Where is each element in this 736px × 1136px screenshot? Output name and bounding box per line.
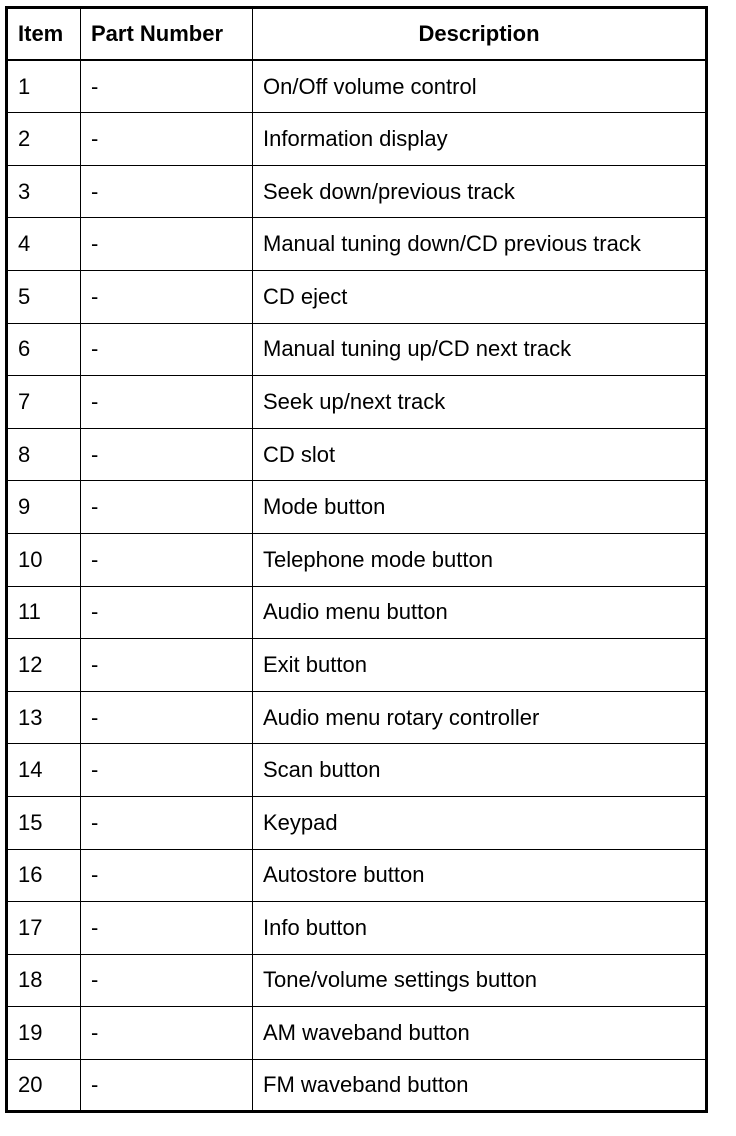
cell-item: 9: [7, 481, 81, 534]
table-row: [7, 533, 707, 586]
cell-description: Keypad: [253, 796, 707, 849]
cell-item: 4: [7, 218, 81, 271]
table-row: [7, 113, 707, 166]
cell-part-number: -: [81, 481, 253, 534]
cell-description: CD slot: [253, 428, 707, 481]
cell-item: 5: [7, 270, 81, 323]
cell-description: Info button: [253, 902, 707, 955]
cell-description: Information display: [253, 113, 707, 166]
cell-item: 2: [7, 113, 81, 166]
cell-part-number: -: [81, 954, 253, 1007]
table-header: [7, 8, 707, 61]
cell-part-number: -: [81, 902, 253, 955]
header-row: [7, 8, 707, 61]
cell-description: Audio menu button: [253, 586, 707, 639]
cell-item: 15: [7, 796, 81, 849]
header-part-number: Part Number: [81, 8, 253, 61]
cell-item: 16: [7, 849, 81, 902]
cell-item: 3: [7, 165, 81, 218]
cell-item: 14: [7, 744, 81, 797]
cell-item: 18: [7, 954, 81, 1007]
table-row: [7, 586, 707, 639]
cell-part-number: -: [81, 60, 253, 113]
cell-part-number: -: [81, 849, 253, 902]
cell-part-number: -: [81, 218, 253, 271]
cell-description: Seek up/next track: [253, 376, 707, 429]
table-row: [7, 218, 707, 271]
cell-part-number: -: [81, 165, 253, 218]
cell-part-number: -: [81, 323, 253, 376]
cell-item: 8: [7, 428, 81, 481]
cell-item: 7: [7, 376, 81, 429]
table-row: [7, 60, 707, 113]
cell-part-number: -: [81, 533, 253, 586]
table-row: [7, 270, 707, 323]
cell-description: Exit button: [253, 639, 707, 692]
cell-item: 12: [7, 639, 81, 692]
cell-part-number: -: [81, 796, 253, 849]
cell-item: 13: [7, 691, 81, 744]
cell-part-number: -: [81, 376, 253, 429]
cell-item: 17: [7, 902, 81, 955]
cell-description: Scan button: [253, 744, 707, 797]
table-row: [7, 954, 707, 1007]
table-row: [7, 376, 707, 429]
table-row: [7, 744, 707, 797]
cell-part-number: -: [81, 428, 253, 481]
header-description: Description: [253, 8, 707, 61]
table-row: [7, 902, 707, 955]
cell-description: Autostore button: [253, 849, 707, 902]
cell-item: 19: [7, 1007, 81, 1060]
cell-part-number: -: [81, 270, 253, 323]
cell-part-number: -: [81, 691, 253, 744]
table-row: [7, 165, 707, 218]
cell-part-number: -: [81, 1059, 253, 1112]
cell-description: Mode button: [253, 481, 707, 534]
table-row: [7, 639, 707, 692]
table-row: [7, 1007, 707, 1060]
table-row: [7, 691, 707, 744]
cell-part-number: -: [81, 744, 253, 797]
cell-description: AM waveband button: [253, 1007, 707, 1060]
cell-item: 1: [7, 60, 81, 113]
cell-part-number: -: [81, 113, 253, 166]
header-item: Item: [7, 8, 81, 61]
table-row: [7, 481, 707, 534]
cell-item: 6: [7, 323, 81, 376]
table-row: [7, 323, 707, 376]
table-body: [7, 60, 707, 1112]
table-row: [7, 796, 707, 849]
parts-table: [5, 6, 708, 1113]
table-row: [7, 849, 707, 902]
cell-item: 10: [7, 533, 81, 586]
cell-description: On/Off volume control: [253, 60, 707, 113]
cell-description: FM waveband button: [253, 1059, 707, 1112]
cell-description: Telephone mode button: [253, 533, 707, 586]
cell-part-number: -: [81, 639, 253, 692]
cell-description: Manual tuning up/CD next track: [253, 323, 707, 376]
cell-item: 11: [7, 586, 81, 639]
table-row: [7, 1059, 707, 1112]
cell-part-number: -: [81, 1007, 253, 1060]
cell-description: Tone/volume settings button: [253, 954, 707, 1007]
cell-description: CD eject: [253, 270, 707, 323]
cell-description: Audio menu rotary controller: [253, 691, 707, 744]
table-row: [7, 428, 707, 481]
cell-description: Manual tuning down/CD previous track: [253, 218, 707, 271]
cell-description: Seek down/previous track: [253, 165, 707, 218]
cell-item: 20: [7, 1059, 81, 1112]
cell-part-number: -: [81, 586, 253, 639]
